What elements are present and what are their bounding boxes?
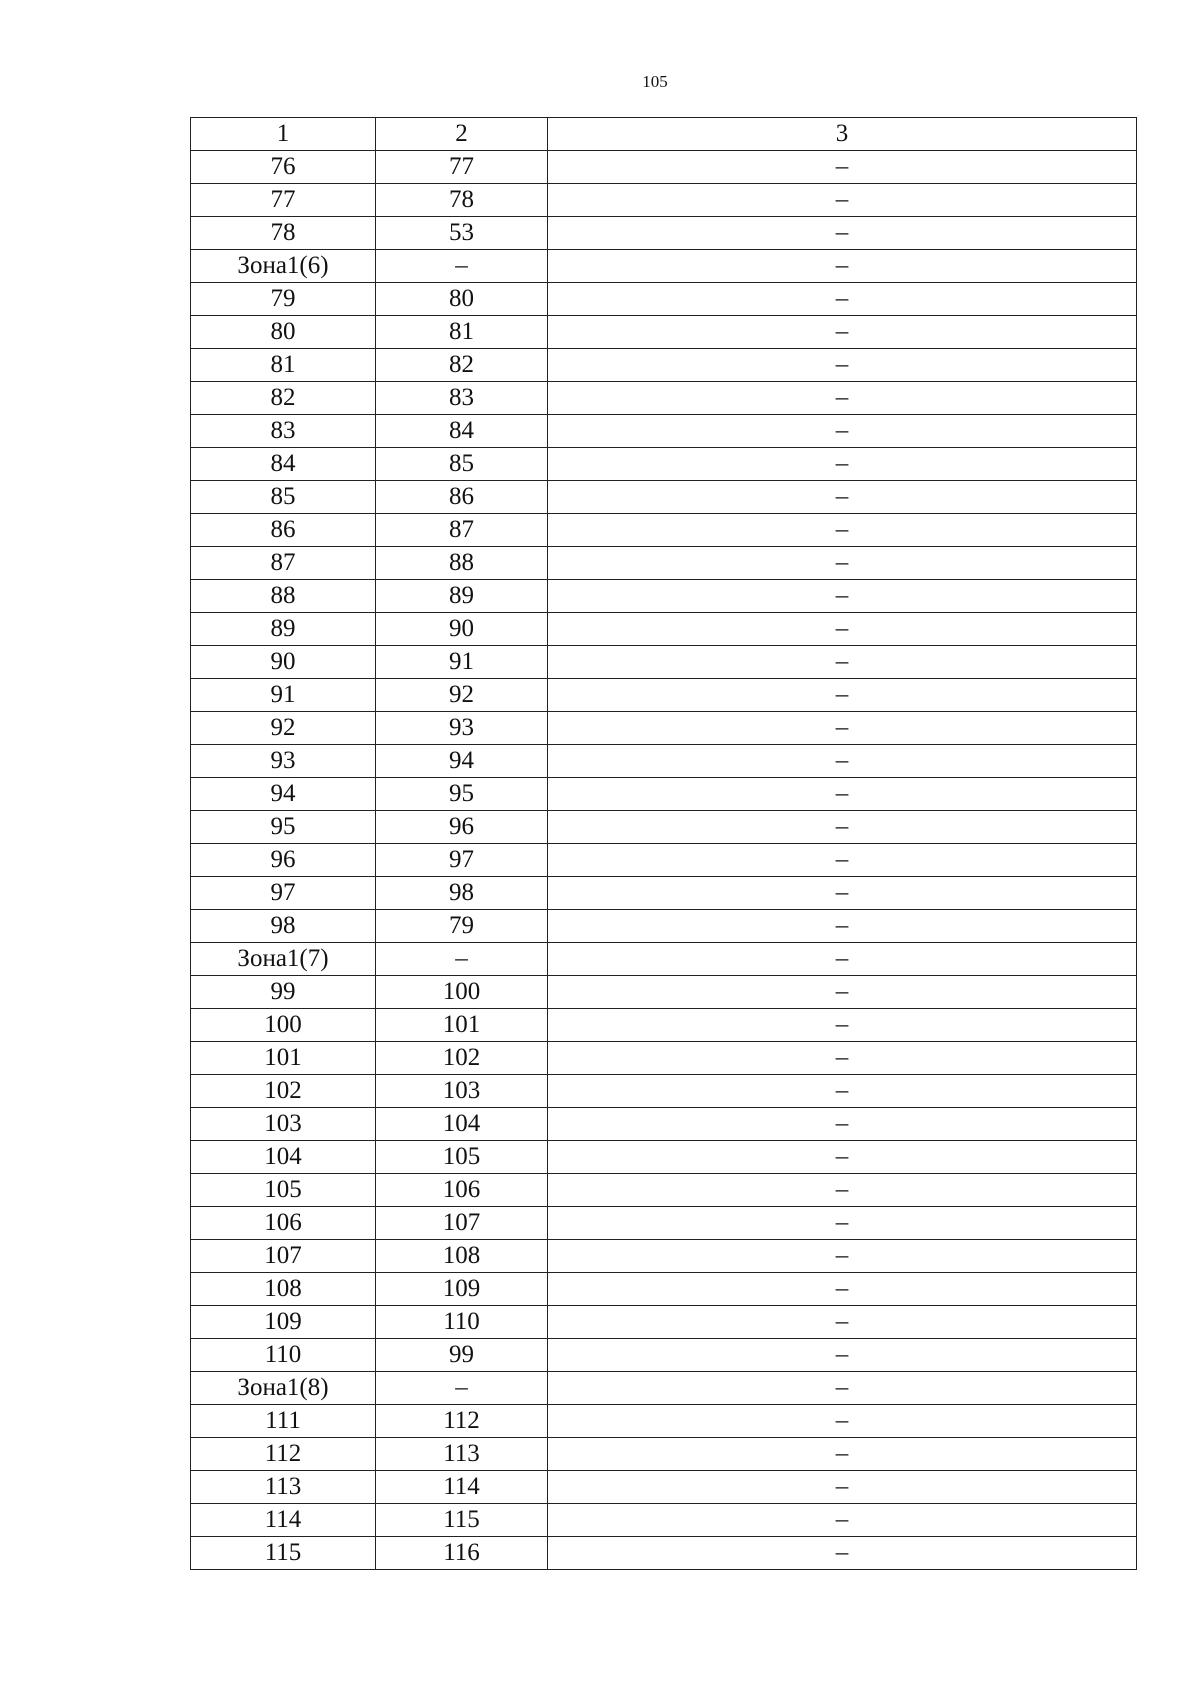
table-cell-col3: – (548, 547, 1137, 580)
table-cell-col1: 98 (191, 910, 376, 943)
table-cell-col2: 91 (376, 646, 548, 679)
table-cell-col3: – (548, 1240, 1137, 1273)
table-cell-col2: 105 (376, 1141, 548, 1174)
table-row (191, 745, 1137, 778)
table-cell-col1: 78 (191, 217, 376, 250)
table-cell-col2: 109 (376, 1273, 548, 1306)
table-cell-col2: 86 (376, 481, 548, 514)
table-cell-col3: – (548, 943, 1137, 976)
table-cell-col3: – (548, 481, 1137, 514)
table-cell-col1: 114 (191, 1504, 376, 1537)
header-cell-2: 2 (376, 118, 548, 151)
table-row (191, 514, 1137, 547)
table-row (191, 1141, 1137, 1174)
table-row (191, 1339, 1137, 1372)
table-row (191, 1537, 1137, 1570)
table-cell-col1: 101 (191, 1042, 376, 1075)
table-cell-col1: 92 (191, 712, 376, 745)
table-cell-col1: 81 (191, 349, 376, 382)
table-cell-col2: 95 (376, 778, 548, 811)
table-cell-col2: 98 (376, 877, 548, 910)
page-number: 105 (642, 72, 668, 91)
table-row (191, 811, 1137, 844)
table-cell-col1: 83 (191, 415, 376, 448)
table-cell-col2: 101 (376, 1009, 548, 1042)
table-row (191, 1273, 1137, 1306)
table-cell-col2: 84 (376, 415, 548, 448)
table-cell-col1: 93 (191, 745, 376, 778)
table-cell-col3: – (548, 1207, 1137, 1240)
table-cell-col3: – (548, 1108, 1137, 1141)
table-cell-col1: 76 (191, 151, 376, 184)
table-cell-col3: – (548, 1504, 1137, 1537)
table-row (191, 1306, 1137, 1339)
table-cell-col2: 85 (376, 448, 548, 481)
table-cell-col3: – (548, 1174, 1137, 1207)
table-row (191, 910, 1137, 943)
table-row (191, 184, 1137, 217)
table-cell-col3: – (548, 1537, 1137, 1570)
table-cell-col1: 80 (191, 316, 376, 349)
table-cell-col1: 107 (191, 1240, 376, 1273)
table-cell-col2: 102 (376, 1042, 548, 1075)
table-cell-col3: – (548, 877, 1137, 910)
table-cell-col2: – (376, 1372, 548, 1405)
table-cell-col3: – (548, 976, 1137, 1009)
table-cell-col2: 108 (376, 1240, 548, 1273)
table-cell-col3: – (548, 1471, 1137, 1504)
table-cell-col2: 92 (376, 679, 548, 712)
table-cell-col1: 110 (191, 1339, 376, 1372)
table-row (191, 217, 1137, 250)
table-cell-col2: 82 (376, 349, 548, 382)
table-cell-col1: 97 (191, 877, 376, 910)
table-row (191, 943, 1137, 976)
table-row (191, 382, 1137, 415)
table-row (191, 1174, 1137, 1207)
table-cell-col3: – (548, 415, 1137, 448)
table-row (191, 1240, 1137, 1273)
table-cell-col3: – (548, 1339, 1137, 1372)
table-cell-col1: 108 (191, 1273, 376, 1306)
table-cell-col1: 82 (191, 382, 376, 415)
table-cell-col1: 87 (191, 547, 376, 580)
table-row (191, 547, 1137, 580)
table-cell-col2: 53 (376, 217, 548, 250)
table-cell-col1: 99 (191, 976, 376, 1009)
table-cell-col3: – (548, 1009, 1137, 1042)
table-cell-col1: 113 (191, 1471, 376, 1504)
table-row (191, 448, 1137, 481)
table-row (191, 151, 1137, 184)
table-cell-col1: 94 (191, 778, 376, 811)
table-cell-col3: – (548, 217, 1137, 250)
table-cell-col1: 88 (191, 580, 376, 613)
table-row (191, 1438, 1137, 1471)
table-cell-col2: 80 (376, 283, 548, 316)
table-row (191, 679, 1137, 712)
table-cell-col1: 105 (191, 1174, 376, 1207)
table-cell-col3: – (548, 580, 1137, 613)
table-cell-col1: 106 (191, 1207, 376, 1240)
table-cell-col2: 106 (376, 1174, 548, 1207)
table-row (191, 712, 1137, 745)
table-row (191, 316, 1137, 349)
table-cell-col2: 87 (376, 514, 548, 547)
data-table (190, 117, 1137, 1570)
table-row (191, 349, 1137, 382)
table-row (191, 1108, 1137, 1141)
table-row (191, 415, 1137, 448)
header-cell-3: 3 (548, 118, 1137, 151)
table-cell-col1: Зона1(7) (191, 943, 376, 976)
table-cell-col1: 100 (191, 1009, 376, 1042)
header-cell-1: 1 (191, 118, 376, 151)
table-cell-col2: 113 (376, 1438, 548, 1471)
table-cell-col3: – (548, 1438, 1137, 1471)
table-cell-col1: 77 (191, 184, 376, 217)
table-cell-col2: 93 (376, 712, 548, 745)
table-cell-col3: – (548, 1306, 1137, 1339)
table-cell-col3: – (548, 1273, 1137, 1306)
table-row (191, 613, 1137, 646)
table-cell-col2: 110 (376, 1306, 548, 1339)
table-cell-col2: 83 (376, 382, 548, 415)
table-cell-col3: – (548, 613, 1137, 646)
table-cell-col1: 89 (191, 613, 376, 646)
table-cell-col2: 114 (376, 1471, 548, 1504)
table-row (191, 580, 1137, 613)
table-cell-col2: 107 (376, 1207, 548, 1240)
table-cell-col1: 111 (191, 1405, 376, 1438)
table-row (191, 1207, 1137, 1240)
table-cell-col2: 94 (376, 745, 548, 778)
table-cell-col3: – (548, 646, 1137, 679)
table-body (191, 118, 1137, 1570)
table-cell-col3: – (548, 910, 1137, 943)
table-cell-col1: 102 (191, 1075, 376, 1108)
table-cell-col3: – (548, 811, 1137, 844)
table-cell-col1: 85 (191, 481, 376, 514)
table-cell-col1: 115 (191, 1537, 376, 1570)
table-row (191, 1042, 1137, 1075)
table-cell-col2: 77 (376, 151, 548, 184)
table-cell-col1: 95 (191, 811, 376, 844)
table-row (191, 646, 1137, 679)
table-cell-col3: – (548, 250, 1137, 283)
table-cell-col2: 116 (376, 1537, 548, 1570)
table-cell-col1: 84 (191, 448, 376, 481)
table-row (191, 481, 1137, 514)
table-cell-col3: – (548, 778, 1137, 811)
table-cell-col1: 103 (191, 1108, 376, 1141)
table-cell-col1: 86 (191, 514, 376, 547)
table-row (191, 1471, 1137, 1504)
table-cell-col3: – (548, 1042, 1137, 1075)
table-row (191, 1372, 1137, 1405)
table-cell-col2: 100 (376, 976, 548, 1009)
table-cell-col2: 115 (376, 1504, 548, 1537)
table-cell-col1: 90 (191, 646, 376, 679)
table-cell-col2: 90 (376, 613, 548, 646)
table-row (191, 1075, 1137, 1108)
table-cell-col2: 99 (376, 1339, 548, 1372)
table-cell-col2: – (376, 250, 548, 283)
table-cell-col3: – (548, 151, 1137, 184)
table-cell-col1: Зона1(6) (191, 250, 376, 283)
table-row (191, 1504, 1137, 1537)
table-cell-col3: – (548, 1405, 1137, 1438)
table-cell-col3: – (548, 712, 1137, 745)
table-cell-col3: – (548, 184, 1137, 217)
table-cell-col3: – (548, 316, 1137, 349)
table-row (191, 1009, 1137, 1042)
table-row (191, 283, 1137, 316)
table-cell-col2: 78 (376, 184, 548, 217)
table-cell-col1: Зона1(8) (191, 1372, 376, 1405)
table-cell-col3: – (548, 844, 1137, 877)
table-row (191, 976, 1137, 1009)
table-cell-col3: – (548, 382, 1137, 415)
table-cell-col1: 91 (191, 679, 376, 712)
table-cell-col3: – (548, 283, 1137, 316)
table-cell-col3: – (548, 514, 1137, 547)
table-cell-col2: 96 (376, 811, 548, 844)
table-cell-col3: – (548, 1075, 1137, 1108)
table-cell-col2: 79 (376, 910, 548, 943)
table-cell-col2: 103 (376, 1075, 548, 1108)
table-cell-col1: 96 (191, 844, 376, 877)
table-cell-col3: – (548, 349, 1137, 382)
table-cell-col2: 88 (376, 547, 548, 580)
table-row (191, 1405, 1137, 1438)
table-cell-col2: 104 (376, 1108, 548, 1141)
table-cell-col3: – (548, 679, 1137, 712)
table-cell-col1: 79 (191, 283, 376, 316)
table-cell-col2: 112 (376, 1405, 548, 1438)
table-cell-col1: 104 (191, 1141, 376, 1174)
table-row (191, 778, 1137, 811)
table-row (191, 844, 1137, 877)
table-cell-col1: 112 (191, 1438, 376, 1471)
table-cell-col3: – (548, 448, 1137, 481)
table-cell-col3: – (548, 745, 1137, 778)
table-cell-col2: 97 (376, 844, 548, 877)
table-cell-col3: – (548, 1141, 1137, 1174)
table-cell-col3: – (548, 1372, 1137, 1405)
table-cell-col2: – (376, 943, 548, 976)
table-cell-col1: 109 (191, 1306, 376, 1339)
table-header-row (191, 118, 1137, 151)
table-row (191, 877, 1137, 910)
table-cell-col2: 81 (376, 316, 548, 349)
table-cell-col2: 89 (376, 580, 548, 613)
table-row (191, 250, 1137, 283)
